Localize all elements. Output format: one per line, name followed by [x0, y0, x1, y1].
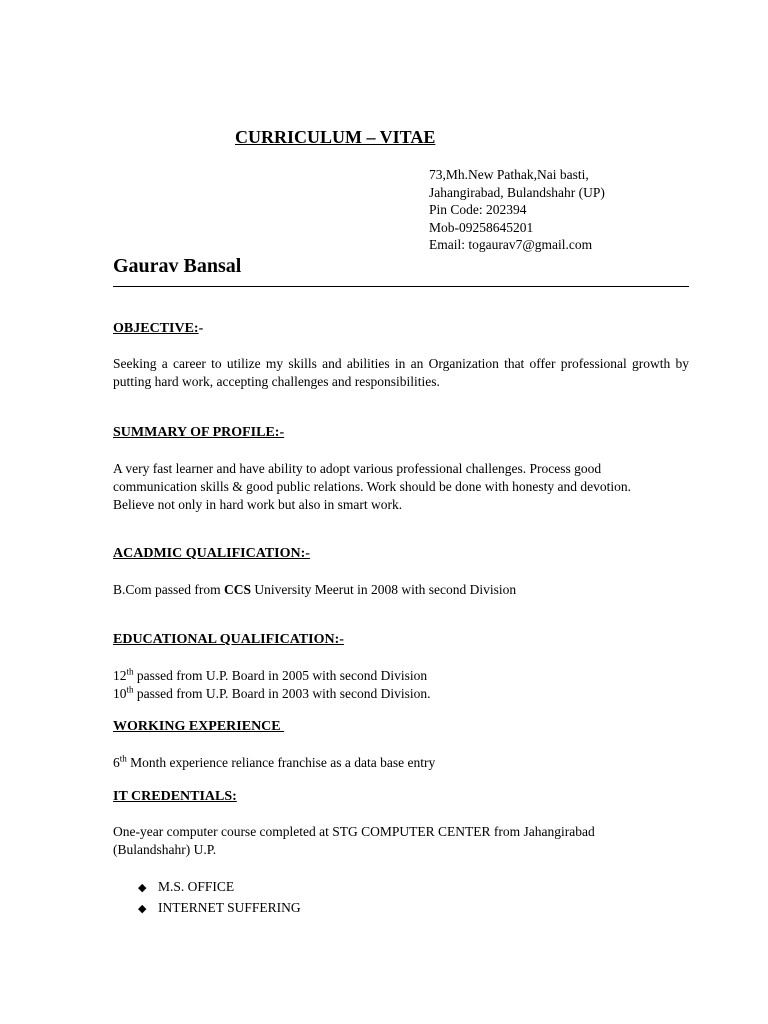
objective-text: Seeking a career to utilize my skills and abilities in an Organization that offer professional growth by putting hard work, accepting challenges and responsibilities. [113, 356, 689, 389]
education-detail: passed from U.P. Board in 2003 with second Division. [133, 686, 431, 701]
academic-university-abbr: CCS [224, 582, 252, 597]
document-title: CURRICULUM – VITAE [235, 127, 436, 147]
skills-list [138, 877, 301, 919]
diamond-bullet-icon: ◆ [138, 882, 147, 894]
experience-heading-text: WORKING EXPERIENCE [113, 719, 285, 734]
ordinal-suffix: th [126, 666, 134, 677]
summary-line: Believe not only in hard work but also in smart work. [113, 497, 403, 512]
experience-text [113, 754, 689, 772]
objective-heading [113, 321, 203, 337]
academic-heading-text: ACADMIC QUALIFICATION:- [113, 546, 310, 561]
candidate-name: Gaurav Bansal [113, 255, 242, 277]
list-item [138, 898, 301, 919]
educational-list [113, 667, 689, 703]
academic-text [113, 581, 689, 599]
it-credentials-text [113, 823, 689, 859]
ordinal-suffix: th [119, 753, 127, 764]
experience-duration: 6 [113, 755, 120, 770]
summary-line: communication skills & good public relations. Work should be done with honesty and devotion. [113, 479, 631, 494]
education-detail: passed from U.P. Board in 2005 with second Division [133, 668, 428, 683]
contact-address-block [429, 166, 605, 254]
summary-text [113, 460, 689, 514]
pin-code: Pin Code: 202394 [429, 202, 527, 217]
education-grade: 12 [113, 668, 127, 683]
address-line: Jahangirabad, Bulandshahr (UP) [429, 184, 605, 200]
education-item [113, 667, 689, 685]
summary-heading [113, 425, 284, 441]
summary-heading-text: SUMMARY OF PROFILE:- [113, 425, 285, 440]
academic-prefix: B.Com passed from [113, 582, 224, 597]
summary-line: A very fast learner and have ability to adopt various professional challenges. Process good [113, 461, 602, 476]
it-line: (Bulandshahr) U.P. [113, 842, 217, 857]
academic-heading [113, 546, 310, 562]
mobile-number: Mob-09258645201 [429, 219, 534, 235]
address-line: 73,Mh.New Pathak,Nai basti, [429, 167, 589, 182]
it-credentials-heading-text: IT CREDENTIALS: [113, 789, 237, 804]
diamond-bullet-icon: ◆ [138, 903, 147, 915]
experience-detail: Month experience reliance franchise as a data base entry [126, 755, 436, 770]
education-item [113, 685, 689, 703]
experience-heading [113, 719, 284, 735]
it-credentials-heading [113, 789, 237, 805]
skill-label: M.S. OFFICE [158, 879, 235, 894]
objective-heading-text: OBJECTIVE: [113, 321, 199, 336]
email-address: Email: togaurav7@gmail.com [429, 237, 593, 252]
list-item [138, 877, 301, 898]
educational-heading-text: EDUCATIONAL QUALIFICATION:- [113, 632, 344, 647]
it-line: One-year computer course completed at STG COMPUTER CENTER from Jahangirabad [113, 824, 595, 839]
education-grade: 10 [113, 686, 127, 701]
ordinal-suffix: th [126, 684, 134, 695]
academic-suffix: University Meerut in 2008 with second Division [251, 582, 517, 597]
header-divider [113, 286, 689, 287]
objective-heading-suffix: - [198, 321, 204, 336]
educational-heading [113, 632, 344, 648]
skill-label: INTERNET SUFFERING [158, 900, 301, 915]
